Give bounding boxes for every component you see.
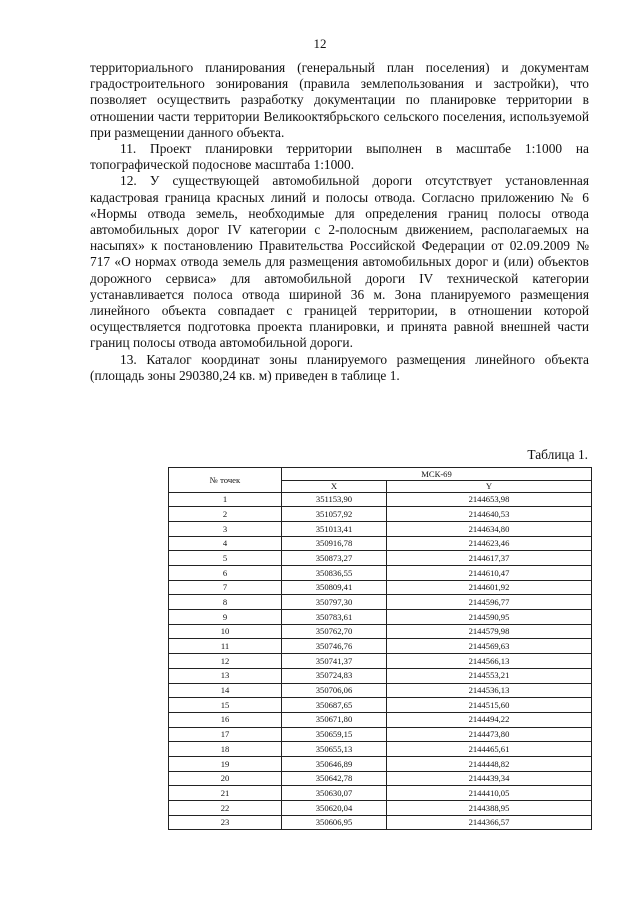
cell-y: 2144448,82 (387, 756, 592, 771)
table-row (169, 492, 592, 507)
table-row (169, 654, 592, 669)
cell-y: 2144566,13 (387, 654, 592, 669)
cell-point-number: 16 (169, 712, 282, 727)
cell-y: 2144653,98 (387, 492, 592, 507)
table-row (169, 624, 592, 639)
cell-y: 2144634,80 (387, 521, 592, 536)
cell-point-number: 5 (169, 551, 282, 566)
cell-y: 2144494,22 (387, 712, 592, 727)
cell-point-number: 8 (169, 595, 282, 610)
header-y: Y (387, 481, 592, 493)
cell-point-number: 17 (169, 727, 282, 742)
cell-point-number: 6 (169, 566, 282, 581)
table-row (169, 727, 592, 742)
cell-y: 2144515,60 (387, 698, 592, 713)
table-caption: Таблица 1. (527, 447, 588, 462)
cell-point-number: 2 (169, 507, 282, 522)
table-row (169, 595, 592, 610)
cell-y: 2144366,57 (387, 815, 592, 830)
cell-x: 351057,92 (282, 507, 387, 522)
cell-point-number: 7 (169, 580, 282, 595)
table-row (169, 668, 592, 683)
cell-x: 350724,83 (282, 668, 387, 683)
cell-y: 2144640,53 (387, 507, 592, 522)
paragraph-13: 13. Каталог координат зоны планируемого размещения линейного объекта (площадь зоны 290380,24 кв. м) приведен в таблице 1. (90, 351, 589, 383)
cell-x: 350916,78 (282, 536, 387, 551)
cell-point-number: 10 (169, 624, 282, 639)
cell-x: 350706,06 (282, 683, 387, 698)
cell-y: 2144388,95 (387, 801, 592, 816)
cell-x: 350671,80 (282, 712, 387, 727)
cell-x: 350620,04 (282, 801, 387, 816)
cell-x: 350606,95 (282, 815, 387, 830)
cell-x: 350630,07 (282, 786, 387, 801)
cell-point-number: 13 (169, 668, 282, 683)
table-row (169, 580, 592, 595)
cell-y: 2144536,13 (387, 683, 592, 698)
table-row (169, 610, 592, 625)
cell-x: 350762,70 (282, 624, 387, 639)
cell-y: 2144590,95 (387, 610, 592, 625)
header-coordinate-system: МСК-69 (282, 468, 592, 481)
cell-point-number: 11 (169, 639, 282, 654)
cell-point-number: 9 (169, 610, 282, 625)
cell-point-number: 18 (169, 742, 282, 757)
table-row (169, 756, 592, 771)
cell-x: 350783,61 (282, 610, 387, 625)
cell-y: 2144410,05 (387, 786, 592, 801)
cell-y: 2144553,21 (387, 668, 592, 683)
table-row (169, 771, 592, 786)
header-x: X (282, 481, 387, 493)
table-row (169, 712, 592, 727)
table-row (169, 536, 592, 551)
cell-point-number: 4 (169, 536, 282, 551)
cell-y: 2144439,34 (387, 771, 592, 786)
table-row (169, 698, 592, 713)
cell-point-number: 21 (169, 786, 282, 801)
cell-x: 350646,89 (282, 756, 387, 771)
table-row (169, 507, 592, 522)
table-row (169, 801, 592, 816)
paragraph-11: 11. Проект планировки территории выполнен в масштабе 1:1000 на топографической подоснове масштаба 1:1000. (90, 141, 589, 173)
table-row (169, 521, 592, 536)
cell-point-number: 15 (169, 698, 282, 713)
cell-y: 2144617,37 (387, 551, 592, 566)
cell-x: 350797,30 (282, 595, 387, 610)
cell-point-number: 22 (169, 801, 282, 816)
cell-x: 350809,41 (282, 580, 387, 595)
table-row (169, 551, 592, 566)
table-row (169, 639, 592, 654)
cell-x: 351153,90 (282, 492, 387, 507)
table-row (169, 815, 592, 830)
cell-point-number: 14 (169, 683, 282, 698)
cell-y: 2144610,47 (387, 566, 592, 581)
cell-x: 350746,76 (282, 639, 387, 654)
header-points: № точек (169, 468, 282, 493)
page-number: 12 (313, 36, 327, 51)
cell-x: 350741,37 (282, 654, 387, 669)
cell-y: 2144601,92 (387, 580, 592, 595)
cell-y: 2144473,80 (387, 727, 592, 742)
cell-point-number: 20 (169, 771, 282, 786)
table-row (169, 742, 592, 757)
cell-y: 2144596,77 (387, 595, 592, 610)
cell-x: 350659,15 (282, 727, 387, 742)
cell-x: 350642,78 (282, 771, 387, 786)
document-body (90, 60, 589, 384)
coordinates-table-body (169, 492, 592, 830)
cell-y: 2144465,61 (387, 742, 592, 757)
cell-x: 350836,55 (282, 566, 387, 581)
paragraph-12: 12. У существующей автомобильной дороги отсутствует установленная кадастровая граница красных линий и полосы отвода. Согласно приложению № 6 «Нормы отвода земель, необходимые для определения границ полосы отвода автомобильных дорог IV категории с 2-полосным движением, располагаемых на насыпях» к постановлению Правительства Российской Федерации от 02.09.2009 № 717 «О нормах отвода земель для размещения автомобильных дорог и (или) объектов дорожного сервиса» для автомобильной дороги IV технической категории устанавливается полоса отвода шириной 36 м. Зона планируемого размещения линейного объекта совпадает с границей территории, в отношении которой осуществляется подготовка проекта планировки, и принята равной внешней части границ полосы отвода автомобильной дороги. (90, 173, 589, 351)
cell-point-number: 3 (169, 521, 282, 536)
cell-point-number: 12 (169, 654, 282, 669)
cell-x: 350873,27 (282, 551, 387, 566)
paragraph-continuation: территориального планирования (генеральный план поселения) и документам градостроительного зонирования (правила землепользования и застройки), что позволяет осуществить разработку документации по планировке территории в отношении части территории Великооктябрьского сельского поселения, используемой при размещении данного объекта. (90, 60, 589, 140)
cell-x: 350655,13 (282, 742, 387, 757)
table-row (169, 786, 592, 801)
table-row (169, 566, 592, 581)
cell-point-number: 23 (169, 815, 282, 830)
cell-x: 350687,65 (282, 698, 387, 713)
table-row (169, 683, 592, 698)
cell-y: 2144569,63 (387, 639, 592, 654)
cell-point-number: 1 (169, 492, 282, 507)
coordinates-table (168, 467, 592, 830)
cell-x: 351013,41 (282, 521, 387, 536)
cell-y: 2144579,98 (387, 624, 592, 639)
cell-y: 2144623,46 (387, 536, 592, 551)
cell-point-number: 19 (169, 756, 282, 771)
